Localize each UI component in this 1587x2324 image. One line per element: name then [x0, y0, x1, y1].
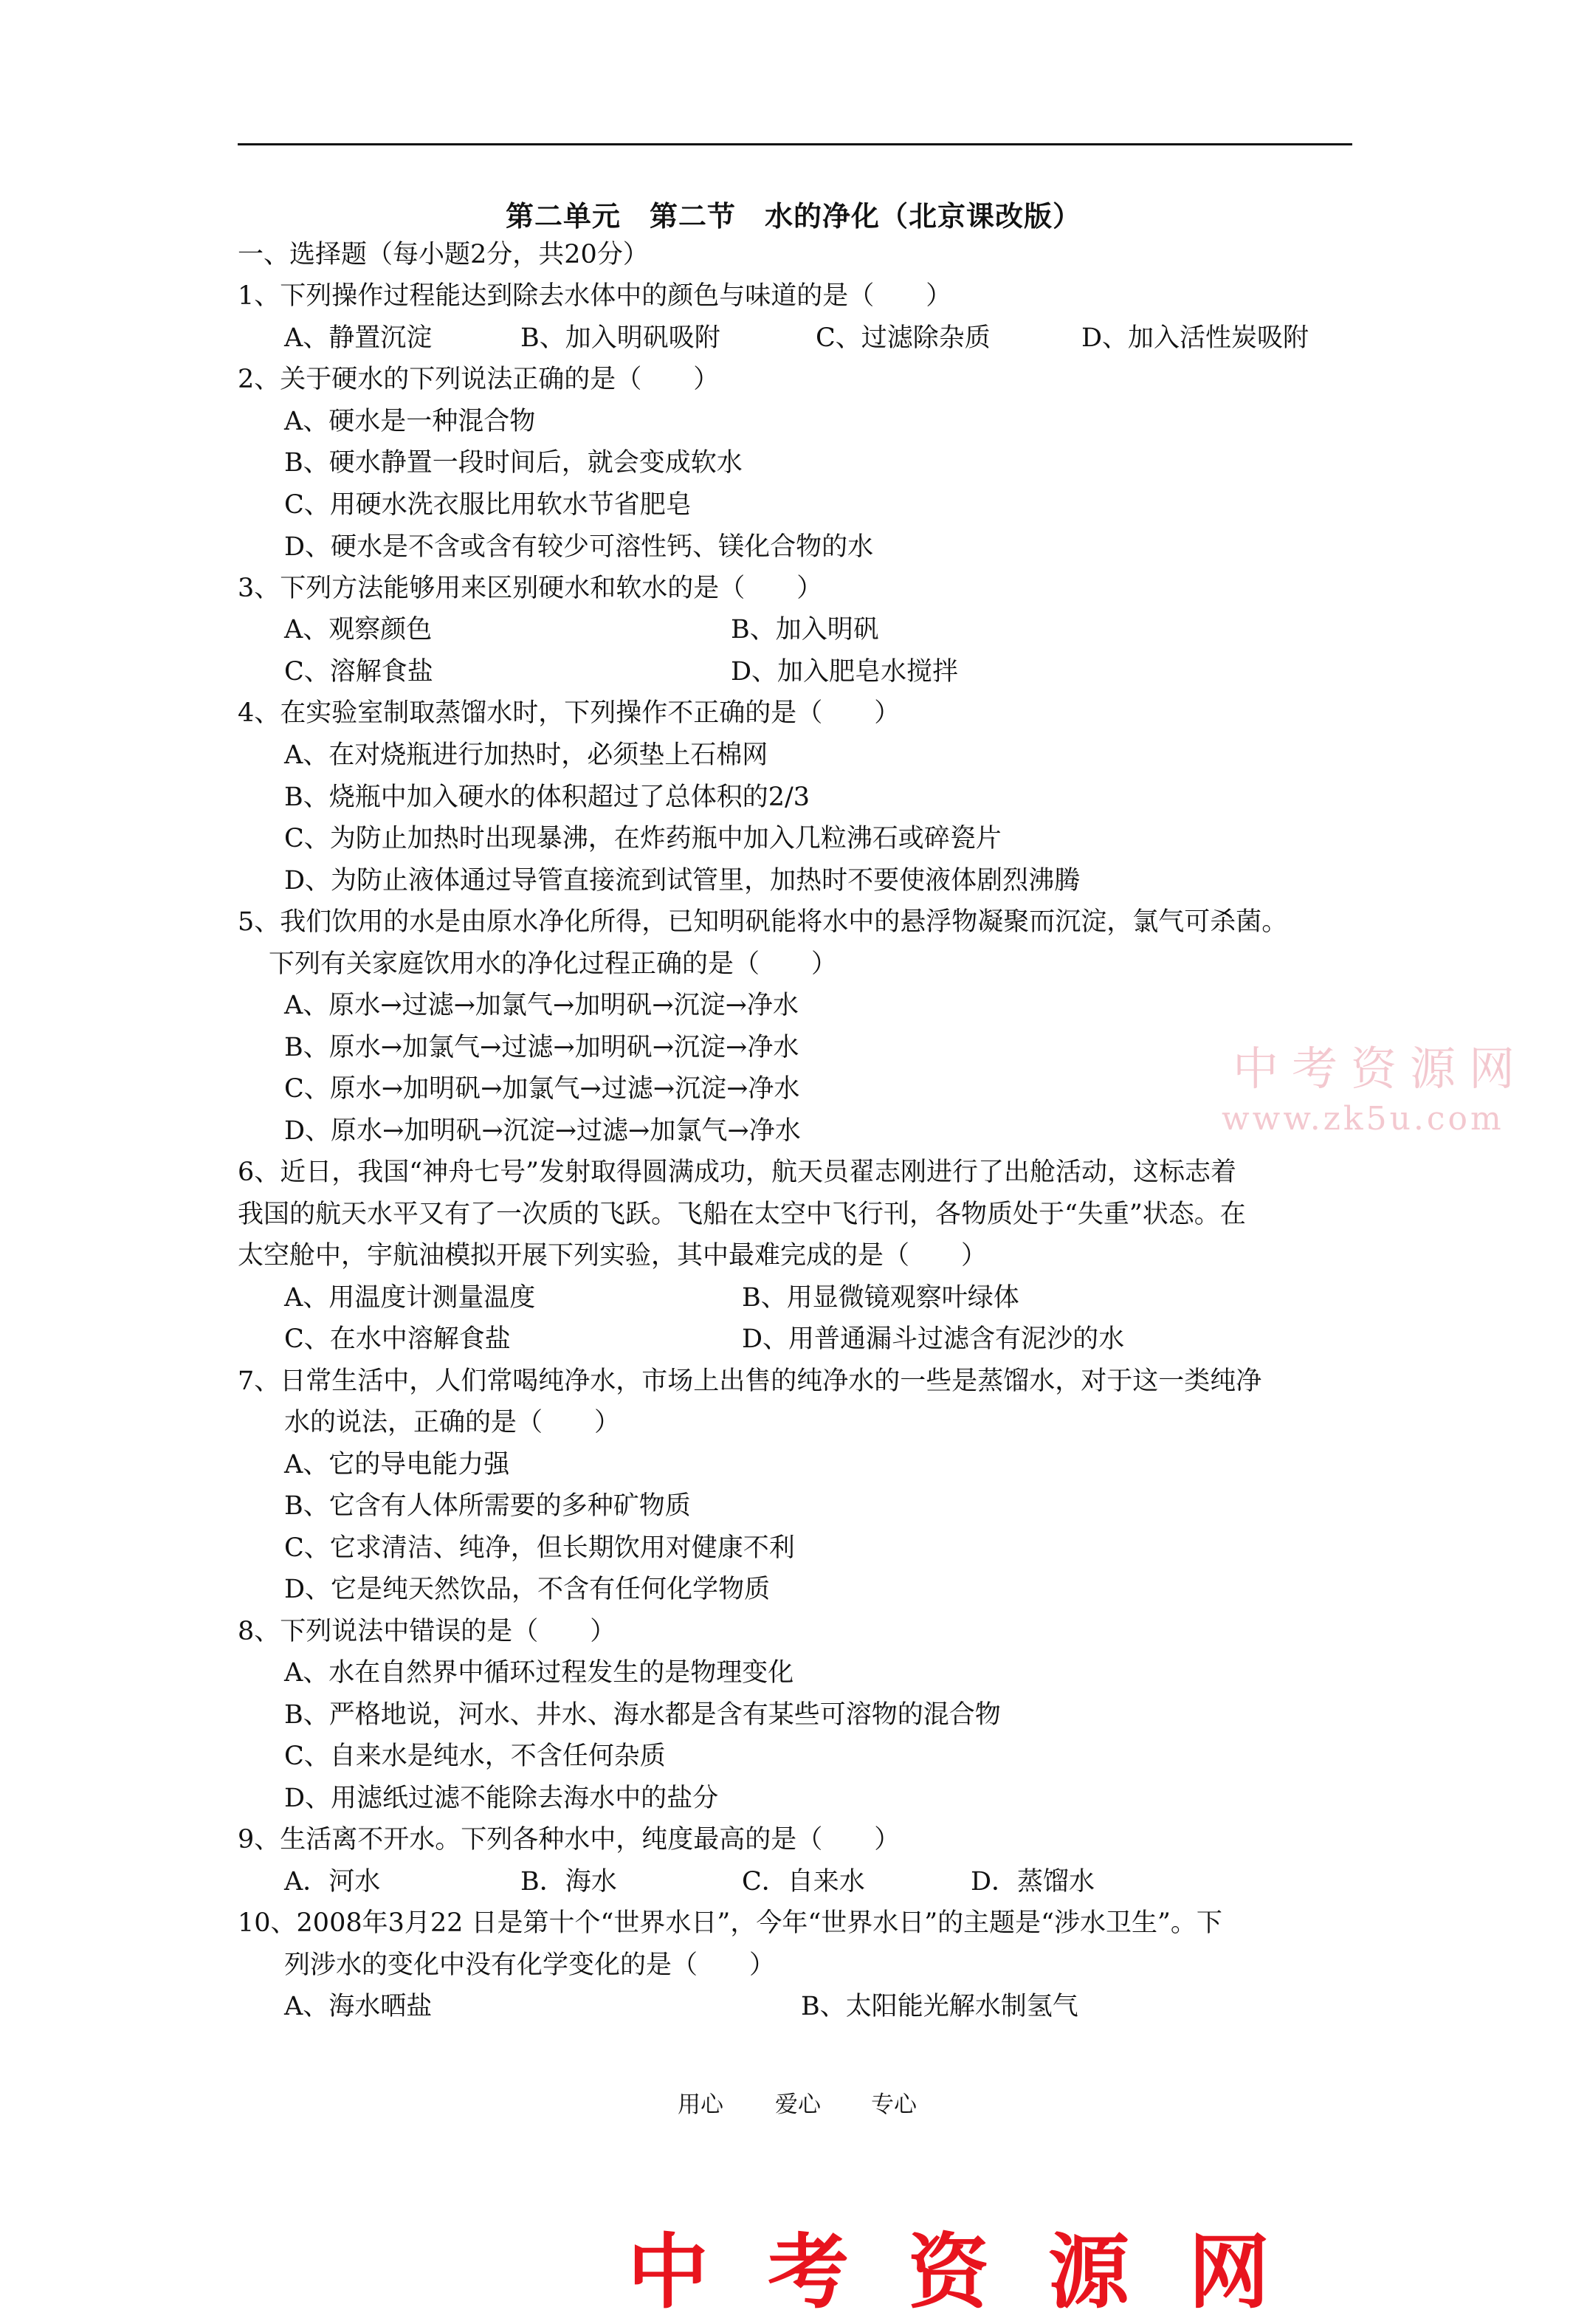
question-2-option-d: D、硬水是不含或含有较少可溶性钙、镁化合物的水 [284, 532, 874, 562]
question-1-option-d: D、加入活性炭吸附 [1081, 323, 1309, 353]
question-2-option-c: C、用硬水洗衣服比用软水节省肥皂 [284, 490, 692, 520]
question-1-option-c: C、过滤除杂质 [816, 323, 991, 353]
question-6-option-b: B、用显微镜观察叶绿体 [742, 1283, 1019, 1313]
question-4-option-d: D、为防止液体通过导管直接流到试管里，加热时不要使液体剧烈沸腾 [284, 866, 1081, 895]
question-10-option-a: A、海水晒盐 [284, 1992, 433, 2021]
section-heading: 一、选择题（每小题2分，共20分） [238, 240, 649, 269]
question-5-option-c: C、原水→加明矾→加氯气→过滤→沉淀→净水 [284, 1074, 800, 1104]
watermark-url: www.zk5u.com [1222, 1100, 1504, 1138]
footer-text-1: 用心 [678, 2091, 723, 2118]
question-9-option-d: D．蒸馏水 [971, 1867, 1095, 1897]
question-6-stem-line-1: 6、近日，我国“神舟七号”发射取得圆满成功，航天员翟志刚进行了出舱活动，这标志着 [238, 1158, 1237, 1187]
question-7-option-c: C、它求清洁、纯净，但长期饮用对健康不利 [284, 1533, 795, 1563]
question-2-option-a: A、硬水是一种混合物 [284, 407, 536, 436]
question-6-stem-line-2: 我国的航天水平又有了一次质的飞跃。飞船在太空中飞行刊，各物质处于“失重”状态。在 [238, 1200, 1246, 1229]
question-7-option-d: D、它是纯天然饮品，不含有任何化学物质 [284, 1575, 771, 1604]
question-9-stem: 9、生活离不开水。下列各种水中，纯度最高的是（ ） [238, 1825, 901, 1854]
question-4-option-a: A、在对烧瓶进行加热时，必须垫上石棉网 [284, 740, 768, 770]
question-9-option-a: A．河水 [284, 1867, 381, 1897]
question-5-stem-line-1: 5、我们饮用的水是由原水净化所得，已知明矾能将水中的悬浮物凝聚而沉淀，氯气可杀菌。 [238, 907, 1288, 937]
question-6-stem-line-3: 太空舱中，宇航油模拟开展下列实验，其中最难完成的是（ ） [238, 1241, 988, 1271]
footer-text-3: 专心 [871, 2091, 917, 2118]
question-4-option-c: C、为防止加热时出现暴沸，在炸药瓶中加入几粒沸石或碎瓷片 [284, 824, 1002, 853]
question-7-stem-line-2: 水的说法，正确的是（ ） [284, 1408, 621, 1437]
footer-text-2: 爱心 [775, 2091, 821, 2118]
question-10-stem-line-1: 10、2008年3月22 日是第十个“世界水日”，今年“世界水日”的主题是“涉水卫生”。下 [238, 1908, 1222, 1938]
question-10-option-b: B、太阳能光解水制氢气 [801, 1992, 1078, 2021]
question-7-stem-line-1: 7、日常生活中，人们常喝纯净水，市场上出售的纯净水的一些是蒸馏水，对于这一类纯净 [238, 1366, 1262, 1396]
page-title: 第二单元 第二节 水的净化（北京课改版） [505, 200, 1081, 233]
question-7-option-b: B、它含有人体所需要的多种矿物质 [284, 1491, 691, 1521]
question-8-option-d: D、用滤纸过滤不能除去海水中的盐分 [284, 1784, 719, 1813]
question-6-option-c: C、在水中溶解食盐 [284, 1324, 511, 1354]
watermark-logo-text: 中考资源网 [1233, 1042, 1529, 1096]
question-5-option-d: D、原水→加明矾→沉淀→过滤→加氯气→净水 [284, 1116, 801, 1146]
question-3-option-c: C、溶解食盐 [284, 657, 433, 687]
question-1-stem: 1、下列操作过程能达到除去水体中的颜色与味道的是（ ） [238, 281, 952, 311]
question-2-stem: 2、关于硬水的下列说法正确的是（ ） [238, 365, 720, 394]
question-6-option-d: D、用普通漏斗过滤含有泥沙的水 [742, 1324, 1125, 1354]
question-3-option-d: D、加入肥皂水搅拌 [731, 657, 959, 687]
question-2-option-b: B、硬水静置一段时间后，就会变成软水 [284, 448, 743, 478]
header-rule [238, 143, 1352, 145]
question-7-option-a: A、它的导电能力强 [284, 1450, 510, 1479]
question-3-stem: 3、下列方法能够用来区别硬水和软水的是（ ） [238, 574, 823, 603]
question-8-option-a: A、水在自然界中循环过程发生的是物理变化 [284, 1658, 794, 1688]
question-6-option-a: A、用温度计测量温度 [284, 1283, 536, 1313]
question-9-option-c: C．自来水 [742, 1867, 865, 1897]
bottom-watermark: 中考资源网 [627, 2224, 1329, 2320]
question-5-stem-line-2: 下列有关家庭饮用水的净化过程正确的是（ ） [269, 949, 838, 979]
question-4-stem: 4、在实验室制取蒸馏水时，下列操作不正确的是（ ） [238, 698, 901, 728]
question-1-option-a: A、静置沉淀 [284, 323, 433, 353]
question-8-option-c: C、自来水是纯水，不含任何杂质 [284, 1742, 666, 1771]
question-8-option-b: B、严格地说，河水、井水、海水都是含有某些可溶物的混合物 [284, 1700, 1001, 1730]
question-10-stem-line-2: 列涉水的变化中没有化学变化的是（ ） [284, 1950, 776, 1980]
question-3-option-b: B、加入明矾 [731, 615, 879, 644]
question-5-option-b: B、原水→加氯气→过滤→加明矾→沉淀→净水 [284, 1033, 799, 1062]
question-8-stem: 8、下列说法中错误的是（ ） [238, 1617, 616, 1646]
question-1-option-b: B、加入明矾吸附 [520, 323, 720, 353]
question-4-option-b: B、烧瓶中加入硬水的体积超过了总体积的2/3 [284, 783, 810, 812]
question-5-option-a: A、原水→过滤→加氯气→加明矾→沉淀→净水 [284, 991, 799, 1020]
question-3-option-a: A、观察颜色 [284, 615, 433, 644]
question-9-option-b: B．海水 [520, 1867, 617, 1897]
